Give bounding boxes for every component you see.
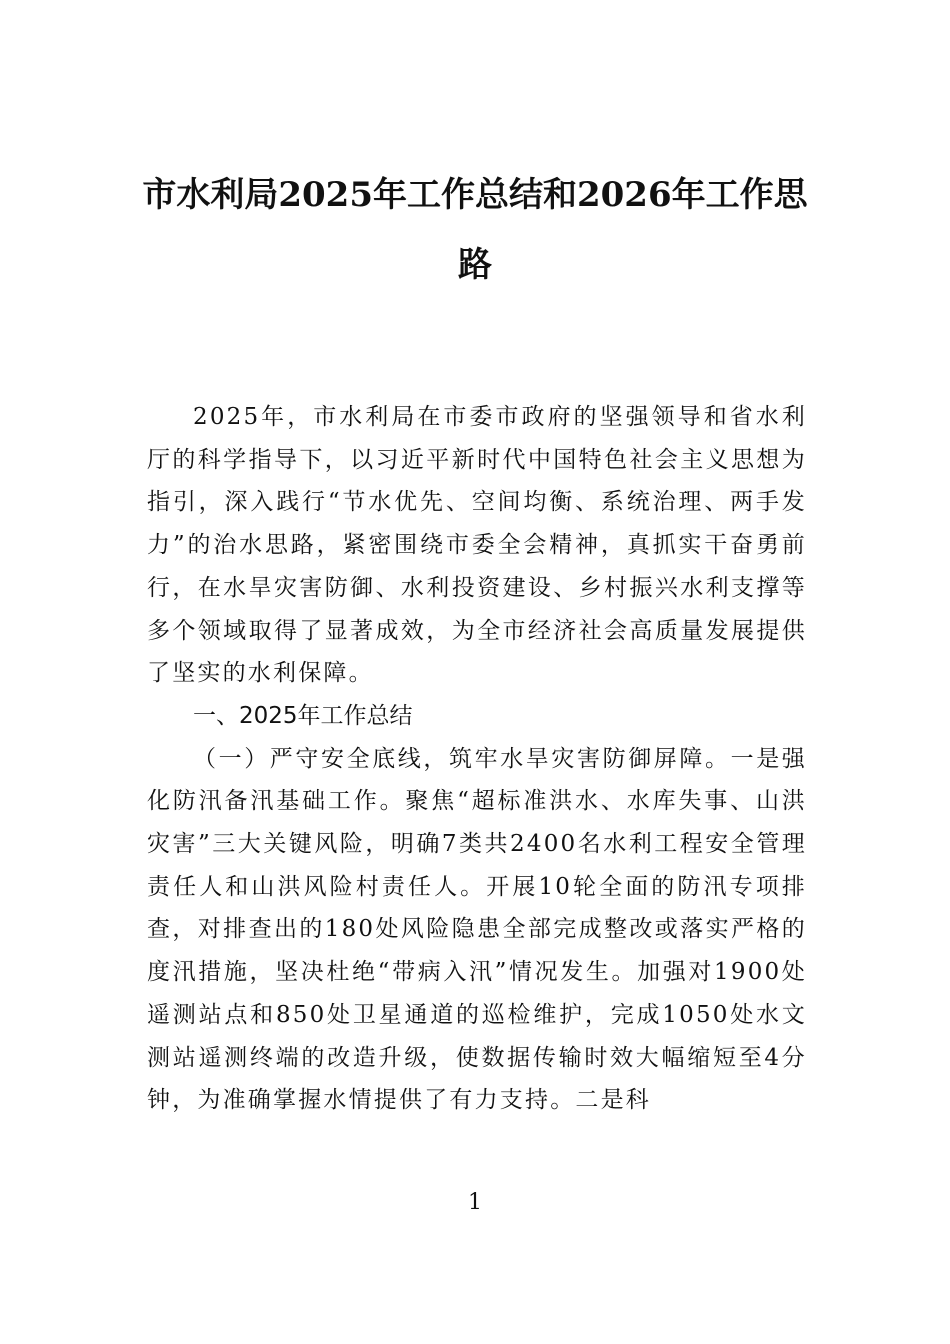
page-number: 1: [468, 1190, 482, 1215]
section-heading: 一、2025年工作总结: [193, 702, 413, 729]
document-body: [147, 396, 807, 1122]
subsection-paragraph: （一）严守安全底线，筑牢水旱灾害防御屏障。一是强化防汛备汛基础工作。聚焦“超标准洪水、水库失事、山洪灾害”三大关键风险，明确7类共2400名水利工程安全管理责任人和山洪风险村责任人。开展10轮全面的防汛专项排查，对排查出的180处风险隐患全部完成整改或落实严格的度汛措施，坚决杜绝“带病入汛”情况发生。加强对1900处遥测站点和850处卫星通道的巡检维护，完成1050处水文测站遥测终端的改造升级，使数据传输时效大幅缩短至4分钟，为准确掌握水情提供了有力支持。二是科: [147, 745, 807, 1114]
intro-paragraph: 2025年，市水利局在市委市政府的坚强领导和省水利厅的科学指导下，以习近平新时代中国特色社会主义思想为指引，深入践行“节水优先、空间均衡、系统治理、两手发力”的治水思路，紧密围绕市委全会精神，真抓实干奋勇前行，在水旱灾害防御、水利投资建设、乡村振兴水利支撑等多个领域取得了显著成效，为全市经济社会高质量发展提供了坚实的水利保障。: [147, 404, 807, 687]
document-title: 市水利局2025年工作总结和2026年工作思路: [142, 175, 808, 285]
